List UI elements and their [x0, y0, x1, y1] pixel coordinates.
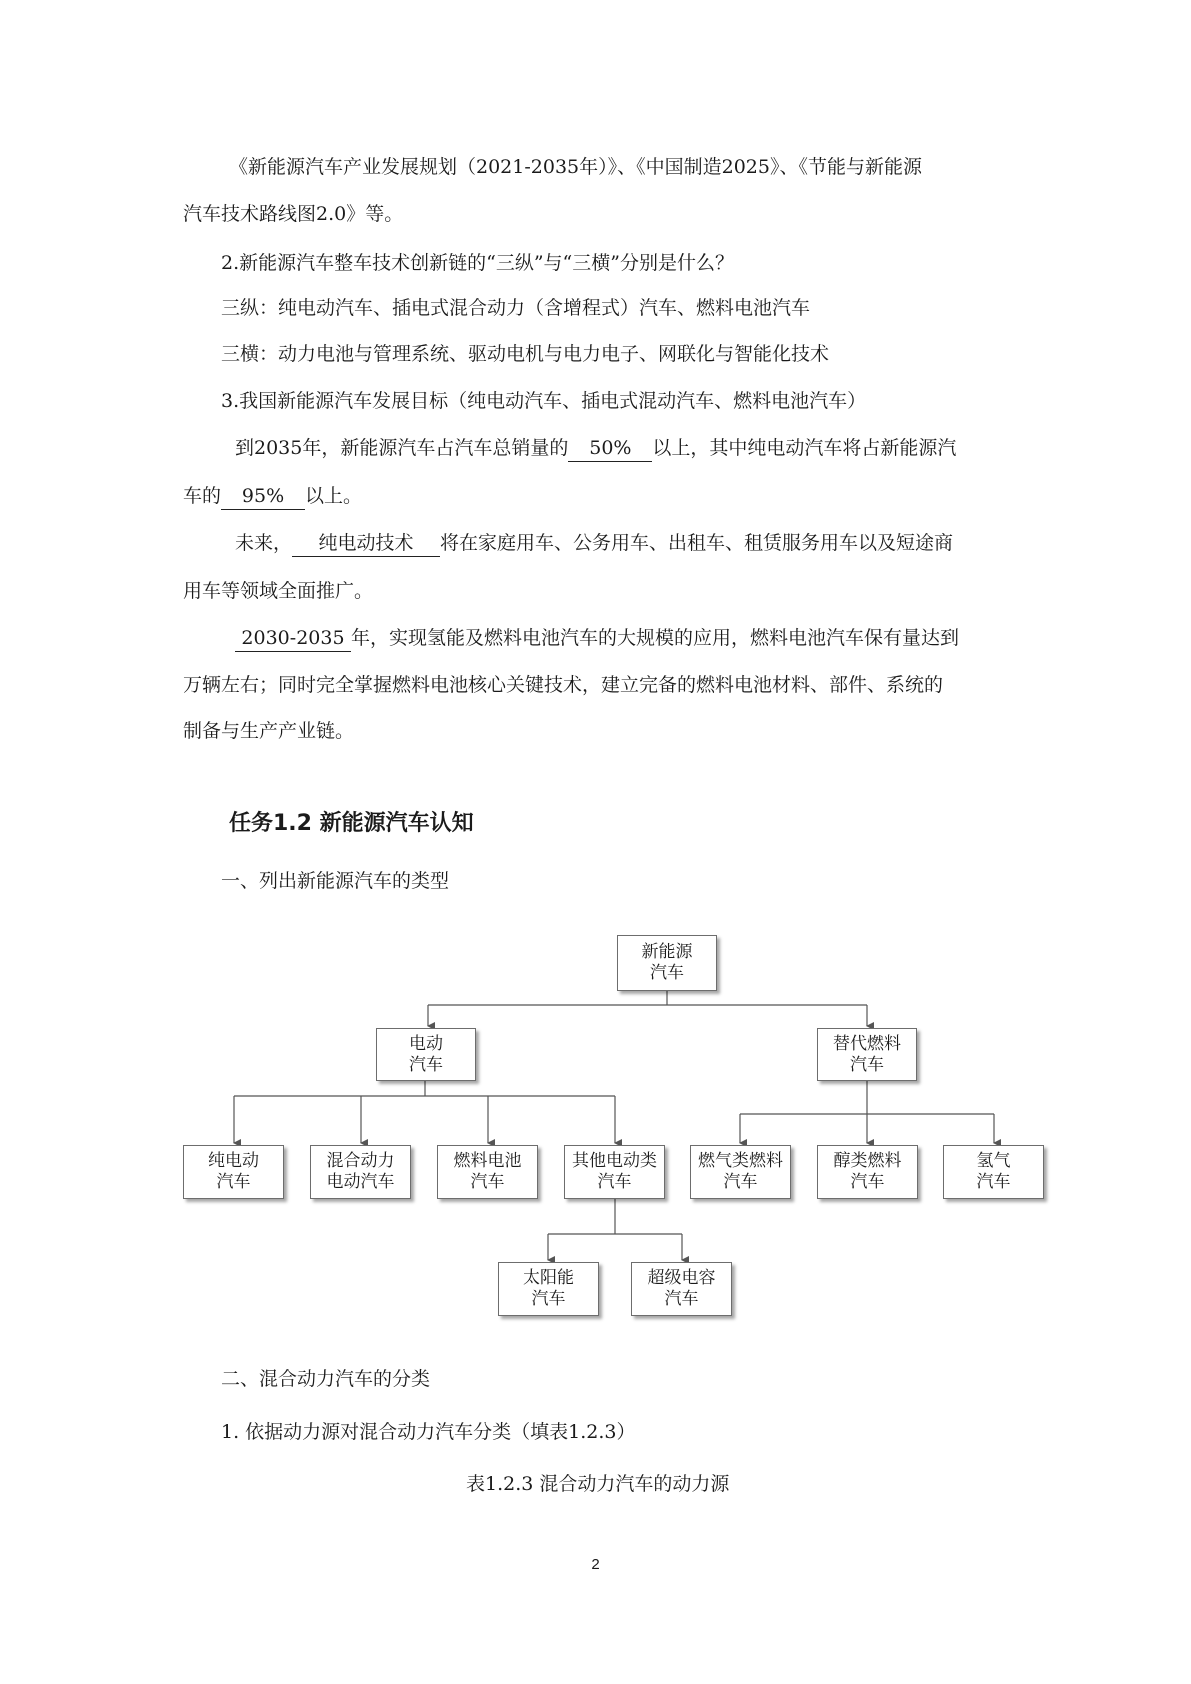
node-label: 新能源 — [641, 942, 693, 962]
node-label: 汽车 — [650, 963, 684, 983]
node-electric-vehicle — [376, 1028, 476, 1081]
node-hev — [310, 1145, 411, 1199]
section-2-title: 二、混合动力汽车的分类 — [221, 1368, 431, 1390]
fcv-paragraph-line-3: 制备与生产产业链。 — [183, 720, 355, 742]
node-label: 汽车 — [531, 1289, 566, 1309]
question-3: 3.我国新能源汽车发展目标（纯电动汽车、插电式混动汽车、燃料电池汽车） — [221, 390, 867, 412]
goal-text-b: 以上，其中纯电动汽车将占新能源汽 — [652, 437, 957, 459]
fill-blank-bev-tech: 纯电动技术 — [292, 530, 440, 557]
fill-blank-95: 95% — [221, 483, 305, 510]
node-label: 汽车 — [850, 1054, 884, 1075]
table-caption: 表1.2.3 混合动力汽车的动力源 — [466, 1473, 730, 1495]
question-2: 2.新能源汽车整车技术创新链的“三纵”与“三横”分别是什么？ — [221, 252, 734, 274]
node-label: 替代燃料 — [833, 1033, 901, 1054]
page-number: 2 — [591, 1556, 600, 1573]
node-other-ev — [564, 1145, 665, 1199]
sanzong-answer: 三纵：纯电动汽车、插电式混合动力（含增程式）汽车、燃料电池汽车 — [221, 297, 811, 319]
text-line-1: 《新能源汽车产业发展规划（2021-2035年）》、《中国制造2025》、《节能与新能源 — [229, 156, 922, 178]
fcv-text-a: 年，实现氢能及燃料电池汽车的大规模的应用，燃料电池汽车保有量达到 — [351, 627, 960, 649]
node-label: 太阳能 — [523, 1268, 574, 1288]
fill-blank-50: 50% — [568, 435, 652, 462]
node-label: 燃料电池 — [453, 1151, 522, 1171]
node-label: 燃气类燃料 — [698, 1151, 783, 1171]
sanheng-answer: 三横：动力电池与管理系统、驱动电机与电力电子、网联化与智能化技术 — [221, 343, 830, 365]
node-label: 汽车 — [976, 1172, 1011, 1192]
future-text-a: 未来， — [235, 532, 293, 554]
node-label: 汽车 — [850, 1172, 885, 1192]
node-label: 汽车 — [409, 1054, 443, 1075]
node-label: 汽车 — [597, 1172, 632, 1192]
node-label: 纯电动 — [208, 1151, 259, 1171]
node-solar — [498, 1262, 599, 1316]
node-label: 氢气 — [976, 1151, 1011, 1171]
node-label: 醇类燃料 — [833, 1151, 902, 1171]
node-label: 汽车 — [664, 1289, 699, 1309]
node-gas-fuel — [690, 1145, 791, 1199]
node-label: 混合动力 — [326, 1151, 395, 1171]
node-label: 电动汽车 — [326, 1172, 395, 1192]
node-alt-fuel-vehicle — [817, 1028, 917, 1081]
task-heading: 任务1.2 新能源汽车认知 — [229, 811, 474, 836]
node-label: 汽车 — [216, 1172, 251, 1192]
node-fcv — [437, 1145, 538, 1199]
text-line-2: 汽车技术路线图2.0》等。 — [183, 203, 404, 225]
node-bev — [183, 1145, 284, 1199]
node-label: 其他电动类 — [572, 1151, 657, 1171]
fcv-paragraph-line-2: 万辆左右；同时完全掌握燃料电池核心关键技术，建立完备的燃料电池材料、部件、系统的 — [183, 674, 944, 696]
future-paragraph-line-2: 用车等领域全面推广。 — [183, 580, 374, 602]
goal-text-a: 到2035年，新能源汽车占汽车总销量的 — [235, 437, 569, 459]
node-supercapacitor — [631, 1262, 732, 1316]
node-label: 汽车 — [723, 1172, 758, 1192]
node-label: 电动 — [409, 1033, 443, 1054]
node-hydrogen — [943, 1145, 1044, 1199]
section-1-title: 一、列出新能源汽车的类型 — [221, 870, 450, 892]
item-1: 1. 依据动力源对混合动力汽车分类（填表1.2.3） — [221, 1421, 636, 1443]
node-alcohol-fuel — [817, 1145, 918, 1199]
future-text-b: 将在家庭用车、公务用车、出租车、租赁服务用车以及短途商 — [440, 532, 954, 554]
fill-blank-years: 2030-2035 — [235, 625, 351, 652]
node-label: 汽车 — [470, 1172, 505, 1192]
node-label: 超级电容 — [647, 1268, 716, 1288]
goal-text-d: 以上。 — [305, 485, 363, 507]
node-new-energy-vehicle — [617, 935, 717, 991]
goal-text-c: 车的 — [183, 485, 222, 507]
